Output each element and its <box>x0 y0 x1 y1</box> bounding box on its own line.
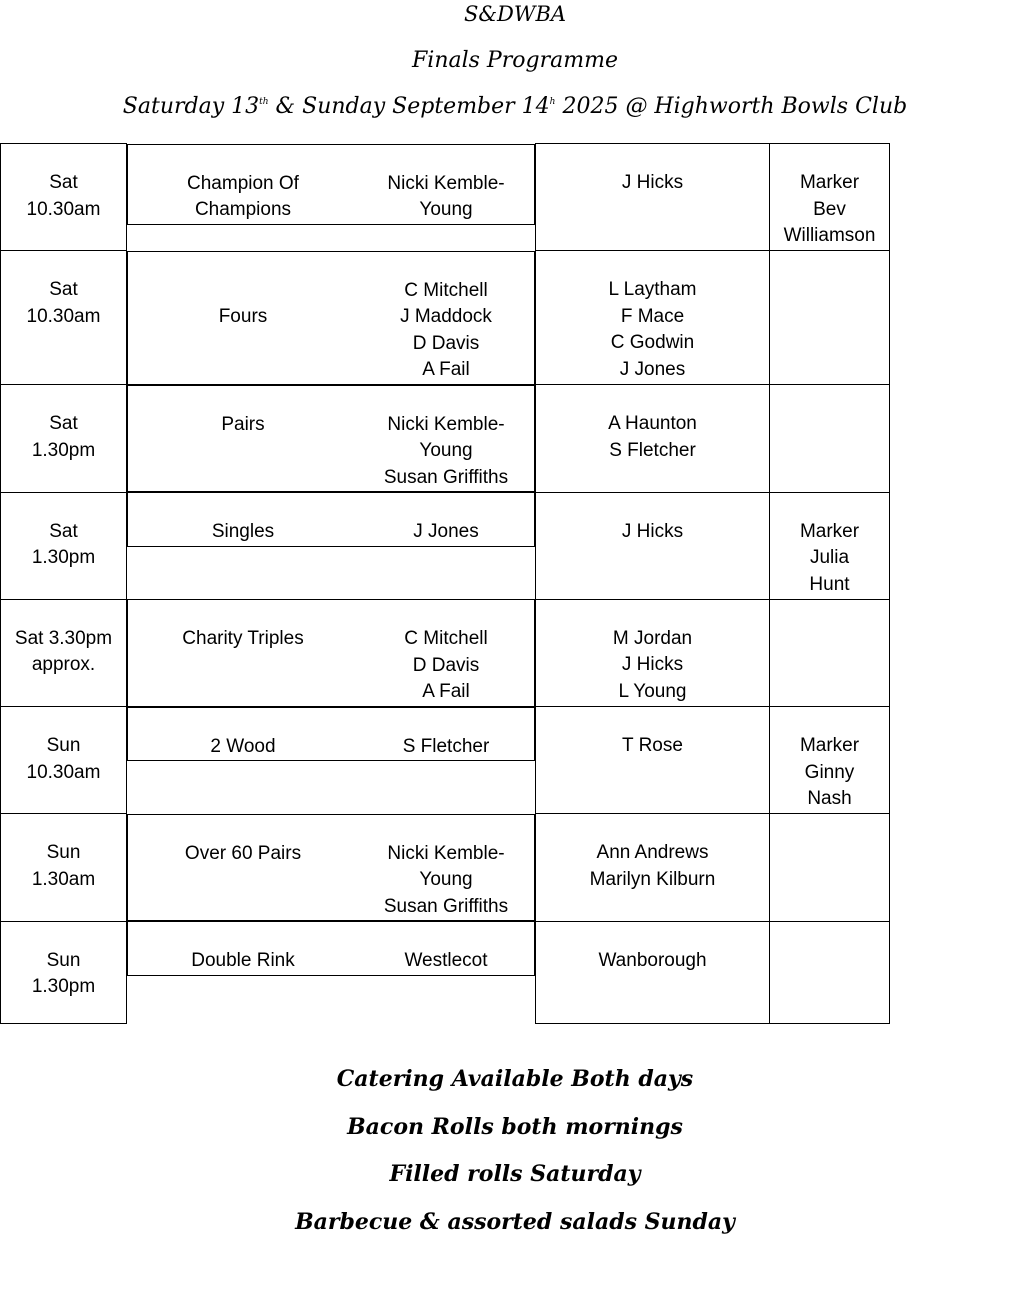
fixture-event-and-team-a <box>127 251 535 385</box>
fixture-event-and-team-a <box>127 707 535 762</box>
fixture-time-line: Sun <box>46 949 81 971</box>
fixture-marker <box>770 599 890 707</box>
fixture-team-a-line: A Fail <box>422 359 470 380</box>
fixture-event-line: Singles <box>211 521 275 542</box>
fixture-event <box>128 145 358 224</box>
fixture-marker-line: Julia <box>809 547 850 568</box>
fixture-team-a-line: C Mitchell <box>404 628 488 649</box>
fixture-marker <box>770 251 890 385</box>
fixture-time-line: 10.30am <box>26 761 101 783</box>
fixture-team-b-line: J Jones <box>619 358 686 380</box>
fixture-marker-line: Marker <box>799 735 860 756</box>
fixture-time <box>1 144 127 251</box>
fixture-team-a-line: Young <box>419 199 473 220</box>
fixture-event-line: Over 60 Pairs <box>184 842 302 864</box>
fixture-event-and-team-a <box>127 599 535 707</box>
fixture-time <box>1 921 127 1023</box>
catering-line: Catering Available Both days <box>336 1066 694 1092</box>
fixture-marker-line: Ginny <box>804 761 855 783</box>
fixture-event-line: Champions <box>194 199 292 220</box>
catering-line: Bacon Rolls both mornings <box>347 1114 683 1140</box>
fixture-time-line: 1.30pm <box>31 547 96 568</box>
date-sup-2: h <box>549 97 556 107</box>
org-title: S&DWBA <box>463 2 567 26</box>
fixture-marker-line: Bev <box>813 198 846 220</box>
fixture-team-b <box>536 144 770 251</box>
fixture-team-a-line: Westlecot <box>404 950 488 971</box>
fixture-team-a <box>358 922 534 975</box>
fixture-team-b-line: J Hicks <box>621 654 684 675</box>
fixture-team-b <box>536 921 770 1023</box>
fixture-time <box>1 814 127 922</box>
fixture-team-a-line: C Mitchell <box>404 279 488 301</box>
fixture-marker <box>770 921 890 1023</box>
fixture-event <box>128 386 358 492</box>
catering-line: Barbecue & assorted salads Sunday <box>295 1209 735 1235</box>
fixture-event-line <box>128 278 358 305</box>
fixture-time-line: 1.30pm <box>31 976 96 997</box>
date-sup-1: th <box>259 97 269 107</box>
fixture-time-line: Sat 3.30pm <box>14 627 113 649</box>
fixture-time-line: Sat <box>49 520 78 542</box>
fixture-event-line: Charity Triples <box>182 628 304 649</box>
fixture-team-a-line: Susan Griffiths <box>383 895 509 917</box>
fixture-team-b-line: M Jordan <box>612 627 693 649</box>
fixture-time-line: Sat <box>49 172 78 193</box>
fixture-team-b-line: C Godwin <box>610 332 695 353</box>
fixture-row <box>1 707 890 814</box>
fixture-event <box>128 600 358 706</box>
fixture-event-line: 2 Wood <box>210 735 276 757</box>
fixture-row <box>1 492 890 599</box>
fixture-time-line: Sat <box>49 413 78 434</box>
catering-line: Filled rolls Saturday <box>389 1161 641 1187</box>
fixture-team-a-line: Nicki Kemble- <box>387 413 505 435</box>
fixture-team-a <box>358 600 534 706</box>
fixture-team-a-line: J Jones <box>413 521 479 542</box>
fixture-team-b <box>536 251 770 385</box>
fixture-team-a-line: S Fletcher <box>402 735 490 757</box>
fixtures-table <box>0 143 890 1024</box>
fixture-team-b-line: Marilyn Kilburn <box>589 868 716 890</box>
fixture-team-b-line: L Young <box>618 680 687 702</box>
fixture-row <box>1 251 890 385</box>
fixture-team-a <box>358 493 534 546</box>
fixture-team-b-line: Ann Andrews <box>596 842 709 863</box>
fixture-marker <box>770 492 890 599</box>
fixture-event <box>128 252 358 384</box>
fixture-time <box>1 599 127 707</box>
fixture-team-a-line: D Davis <box>412 332 480 354</box>
fixture-time <box>1 707 127 814</box>
fixture-event <box>128 815 358 921</box>
date-part-3: 2025 @ Highworth Bowls Club <box>555 94 908 119</box>
fixture-marker <box>770 144 890 251</box>
fixture-team-b <box>536 385 770 493</box>
fixture-team-b-line: S Fletcher <box>609 439 696 461</box>
fixture-row <box>1 385 890 493</box>
fixture-event-and-team-a <box>127 144 535 225</box>
fixture-marker-line: Marker <box>799 172 860 193</box>
fixture-event-and-team-a <box>127 385 535 493</box>
event-dates <box>0 94 1030 119</box>
fixture-row <box>1 144 890 251</box>
programme-subtitle: Finals Programme <box>412 48 618 73</box>
fixture-time <box>1 492 127 599</box>
fixture-event-line: Fours <box>218 306 268 327</box>
fixture-event <box>128 922 358 975</box>
fixture-time <box>1 385 127 493</box>
fixture-team-a-line: Young <box>419 440 473 461</box>
fixture-team-a <box>358 708 534 761</box>
fixture-row <box>1 921 890 1023</box>
fixture-team-b-line: J Hicks <box>621 172 684 193</box>
fixture-team-a-line: J Maddock <box>400 306 492 327</box>
fixture-team-b <box>536 707 770 814</box>
fixture-event-and-team-a <box>127 921 535 976</box>
fixture-team-b-line: T Rose <box>622 735 683 756</box>
fixture-team-a-line: Susan Griffiths <box>383 466 509 488</box>
fixture-team-a-line: Young <box>419 869 473 890</box>
fixture-time-line: 1.30am <box>31 868 96 890</box>
fixture-time-line: approx. <box>31 654 96 675</box>
fixture-row <box>1 599 890 707</box>
fixture-time-line: Sun <box>46 735 81 756</box>
fixture-row <box>1 814 890 922</box>
fixture-team-b-line: A Haunton <box>608 413 697 434</box>
fixture-time-line: 10.30am <box>26 198 101 220</box>
fixture-time-line: Sun <box>46 842 81 863</box>
fixture-event-line: Champion Of <box>187 172 299 194</box>
fixture-team-b <box>536 599 770 707</box>
fixture-team-b-line: F Mace <box>620 305 685 327</box>
fixture-team-b-line: J Hicks <box>621 520 684 542</box>
fixture-team-b-line: L Laytham <box>608 279 697 300</box>
fixture-event-and-team-a <box>127 492 535 547</box>
fixture-event-line: Pairs <box>221 413 265 435</box>
fixture-time-line: Sat <box>49 279 78 300</box>
fixture-team-b-line: Wanborough <box>598 949 707 971</box>
fixture-event <box>128 493 358 546</box>
date-part-2: & Sunday September 14 <box>268 94 550 119</box>
fixture-marker <box>770 385 890 493</box>
fixture-team-a-line: Nicki Kemble- <box>387 842 505 864</box>
fixture-marker-line: Nash <box>807 788 852 809</box>
fixture-event-and-team-a <box>127 814 535 922</box>
date-part-1: Saturday 13 <box>122 94 260 119</box>
fixture-team-a <box>358 815 534 921</box>
fixture-marker-line: Marker <box>799 520 860 542</box>
fixture-marker <box>770 707 890 814</box>
fixture-event <box>128 708 358 761</box>
fixture-time-line: 10.30am <box>26 305 101 327</box>
fixture-time <box>1 251 127 385</box>
fixture-time-line: 1.30pm <box>31 439 96 461</box>
fixture-team-a-line: Nicki Kemble- <box>387 172 505 194</box>
fixture-team-a-line: A Fail <box>422 681 470 702</box>
fixture-team-a <box>358 386 534 492</box>
fixture-marker-line: Williamson <box>783 225 876 246</box>
fixture-marker-line: Hunt <box>809 573 850 595</box>
fixture-team-b <box>536 814 770 922</box>
fixture-marker <box>770 814 890 922</box>
fixture-team-a-line: D Davis <box>412 654 480 676</box>
fixture-team-a <box>358 145 534 224</box>
fixture-team-a <box>358 252 534 384</box>
fixture-event-line: Double Rink <box>191 950 295 971</box>
fixture-team-b <box>536 492 770 599</box>
